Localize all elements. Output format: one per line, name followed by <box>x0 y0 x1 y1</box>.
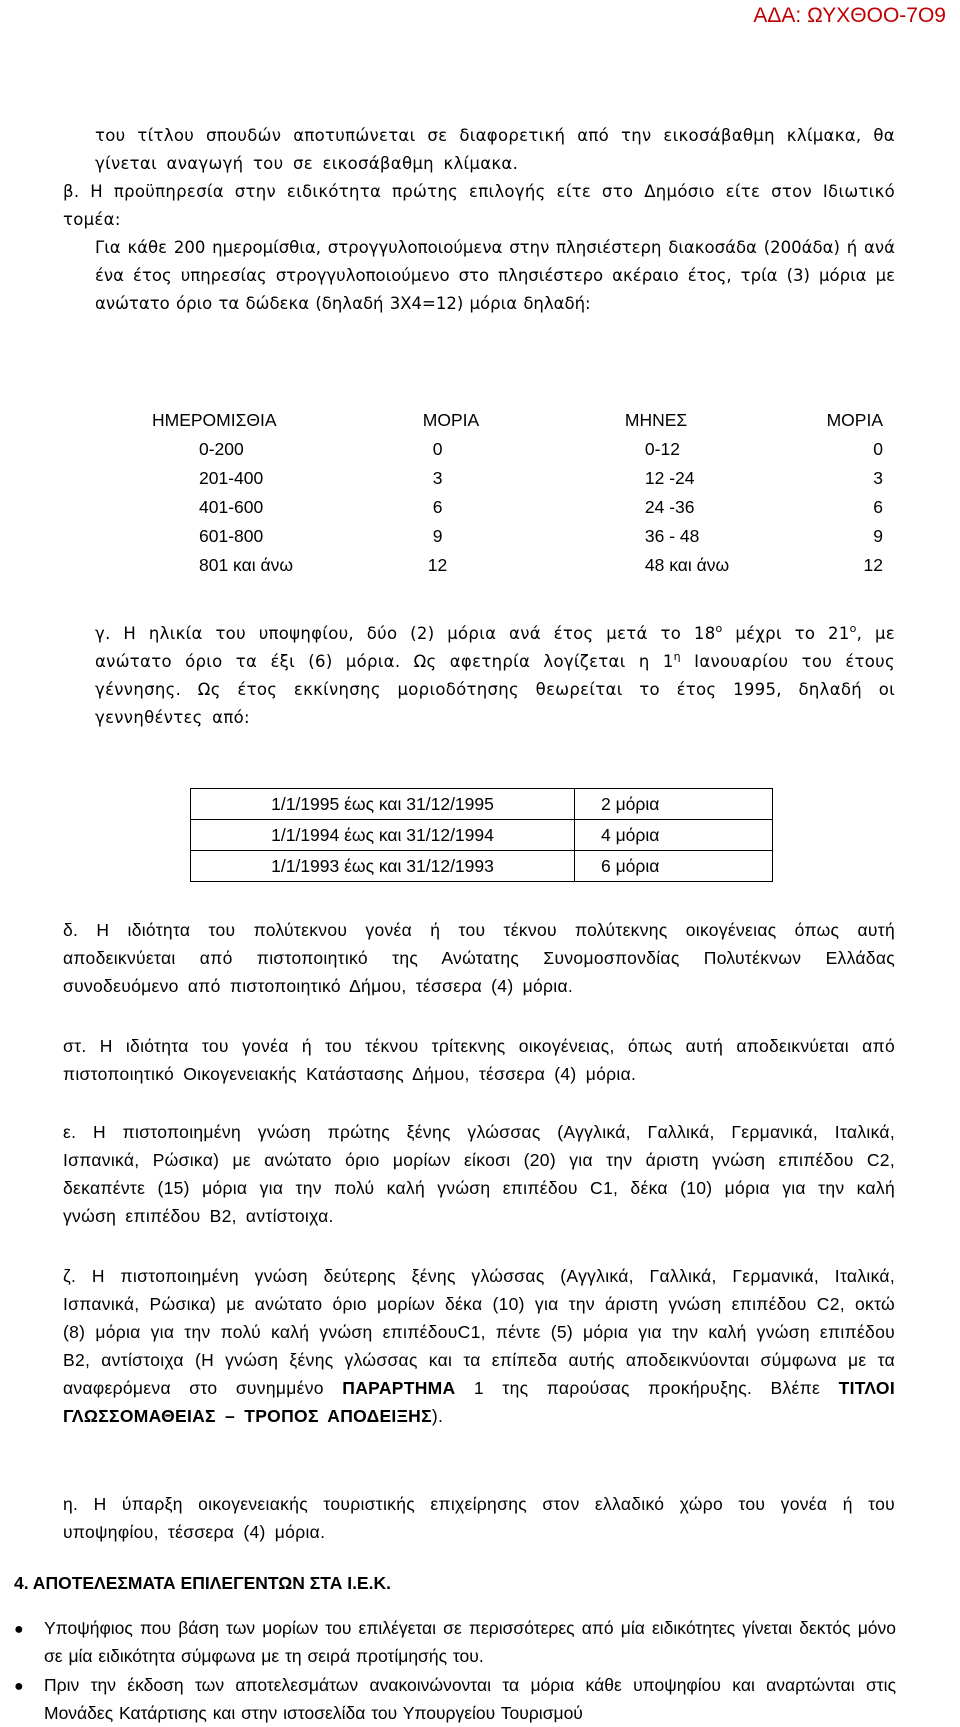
table-row <box>191 820 773 851</box>
table-cell: 201-400 <box>199 468 264 488</box>
table-cell: 2 μόρια <box>575 789 773 820</box>
table-cell: 24 -36 <box>644 497 695 517</box>
paragraph-beta-detail: Για κάθε 200 ημερομίσθια, στρογγυλοποιούμενα στην πλησιέστερη διακοσάδα (200άδα) ή ανά ένα έτος υπηρεσίας στρογγυλοποιούμενο στο πλησιέστερο ακέραιο έτος, τρία (3) μόρια με ανώτατο όριο τα δώδεκα (δηλαδή 3Χ4=12) μόρια δηλαδή: <box>95 238 895 313</box>
paragraph-gamma: γ. Η ηλικία του υποψηφίου, δύο (2) μόρια ανά έτος μετά το $18^o$ μέχρι το $21^o$, με ανώτατο όριο τα έξι (6) μόρια. Ως αφετηρία λογίζεται η $1^\eta$ Ιανουαρίου του έτους γέννησης. Ως έτος εκκίνησης μοριοδότησης θεωρείται το έτος 1995, δηλαδή οι γεννηθέντες από: <box>95 622 896 727</box>
table-cell: 3 <box>873 468 883 488</box>
table-cell: 12 <box>427 555 448 575</box>
intro-paragraph: του τίτλου σπουδών αποτυπώνεται σε διαφορετική από την εικοσάβαθμη κλίμακα, θα γίνεται αναγωγή του σε εικοσάβαθμη κλίμακα. <box>95 126 895 173</box>
bullet-icon: ● <box>14 1678 24 1695</box>
table-cell: 1/1/1994 έως και 31/12/1994 <box>191 820 575 851</box>
table-row <box>152 551 897 580</box>
paragraph-eta: η. Η ύπαρξη οικογενειακής τουριστικής επιχείρησης στον ελλαδικό χώρο του γονέα ή του υποψηφίου, τέσσερα (4) μόρια. <box>63 1494 895 1542</box>
table-cell: 4 μόρια <box>575 820 773 851</box>
table-header-row <box>152 406 897 435</box>
table-cell: 1/1/1995 έως και 31/12/1995 <box>191 789 575 820</box>
paragraph-st: στ. Η ιδιότητα του γονέα ή του τέκνου τρίτεκνης οικογένειας, όπως αυτή αποδεικνύεται από πιστοποιητικό Οικογενειακής Κατάστασης Δήμου, τέσσερα (4) μόρια. <box>63 1036 895 1084</box>
table-cell: 0 <box>873 439 883 459</box>
table-row <box>191 851 773 882</box>
table-row <box>152 493 897 522</box>
paragraph-z: ζ. Η πιστοποιημένη γνώση δεύτερης ξένης γλώσσας (Αγγλικά, Γαλλικά, Γερμανικά, Ιταλικά, Ισπανικά, Ρώσικα) με ανώτατο όριο μορίων δέκα (10) για την άριστη γνώση επιπέδου C2, οκτώ (8) μόρια για την πολύ καλή γνώση επιπέδουC1, πέντε (5) μόρια για την καλή γνώση επιπέδου Β2, αντίστοιχα (Η γνώση ξένης γλώσσας και τα επίπεδα αυτής αποδεικνύονται σύμφωνα με τα αναφερόμενα στο συνημμένο ΠΑΡΑΡΤΗΜΑ 1 της παρούσας προκήρυξης. Βλέπε ΤΙΤΛΟΙ ΓΛΩΣΣΟΜΑΘΕΙΑΣ – ΤΡΟΠΟΣ ΑΠΟΔΕΙΞΗΣ). <box>63 1266 895 1426</box>
bold-annex: ΠΑΡΑΡΤΗΜΑ <box>342 1378 456 1398</box>
table-header-cell: ΗΜΕΡΟΜΙΣΘΙΑ <box>152 410 277 430</box>
table-cell: 0-200 <box>199 439 244 459</box>
table-cell: 48 και άνω <box>644 555 730 575</box>
table-cell: 36 - 48 <box>644 526 700 546</box>
table-cell: 12 -24 <box>644 468 695 488</box>
work-experience-table <box>152 406 897 580</box>
paragraph-e: ε. Η πιστοποιημένη γνώση πρώτης ξένης γλώσσας (Αγγλικά, Γαλλικά, Γερμανικά, Ιταλικά, Ισπανικά, Ρώσικα) με ανώτατο όριο μορίων είκοσι (20) για την άριστη γνώση επιπέδου C2, δεκαπέντε (15) μόρια για την πολύ καλή γνώση επιπέδου C1, δέκα (10) μόρια για την καλή γνώση επιπέδου Β2, αντίστοιχα. <box>63 1122 895 1226</box>
table-cell: 0-12 <box>644 439 680 459</box>
table-cell: 601-800 <box>199 526 264 546</box>
paragraph-beta: β. Η προϋπηρεσία στην ειδικότητα πρώτης επιλογής είτε στο Δημόσιο είτε στον Ιδιωτικό τομέα: <box>63 182 895 229</box>
table-cell: 0 <box>432 439 443 459</box>
table-row <box>152 464 897 493</box>
table-cell: 3 <box>432 468 443 488</box>
table-row <box>191 789 773 820</box>
table-row <box>152 522 897 551</box>
table-cell: 9 <box>873 526 883 546</box>
ada-code: ΑΔΑ: ΩΥΧΘΟΟ-7Ο9 <box>753 4 946 27</box>
table-cell: 401-600 <box>199 497 264 517</box>
list-item: Υποψήφιος που βάση των μορίων του επιλέγεται σε περισσότερες από μία ειδικότητες γίνεται δεκτός μόνο σε μία ειδικότητα σύμφωνα με τη σειρά προτίμησής του. <box>44 1618 896 1666</box>
table-row <box>152 435 897 464</box>
table-header-cell: ΜΟΡΙΑ <box>826 410 883 430</box>
table-cell: 12 <box>863 555 883 575</box>
table-cell: 6 μόρια <box>575 851 773 882</box>
section-4-title: 4. ΑΠΟΤΕΛΕΣΜΑΤΑ ΕΠΙΛΕΓΕΝΤΩΝ ΣΤΑ Ι.Ε.Κ. <box>14 1573 391 1593</box>
age-points-table <box>190 788 773 882</box>
table-cell: 9 <box>432 526 443 546</box>
table-header-cell: ΜΗΝΕΣ <box>624 410 688 430</box>
bullet-icon: ● <box>14 1621 24 1638</box>
list-item: Πριν την έκδοση των αποτελεσμάτων ανακοινώνονται τα μόρια κάθε υποψηφίου και αναρτώνται στις Μονάδες Κατάρτισης και στην ιστοσελίδα του Υπουργείου Τουρισμού <box>44 1675 896 1723</box>
table-cell: 6 <box>432 497 443 517</box>
table-header-cell: ΜΟΡΙΑ <box>422 410 480 430</box>
table-cell: 6 <box>873 497 883 517</box>
paragraph-delta: δ. Η ιδιότητα του πολύτεκνου γονέα ή του τέκνου πολύτεκνης οικογένειας όπως αυτή αποδεικνύεται από πιστοποιητικό της Ανώτατης Συνομοσπονδίας Πολυτέκνων Ελλάδας συνοδευόμενο από πιστοποιητικό Δήμου, τέσσερα (4) μόρια. <box>63 920 895 996</box>
bold-language-titles: ΤΙΤΛΟΙ ΓΛΩΣΣΟΜΑΘΕΙΑΣ – ΤΡΟΠΟΣ ΑΠΟΔΕΙΞΗΣ <box>63 1378 895 1426</box>
table-cell: 1/1/1993 έως και 31/12/1993 <box>191 851 575 882</box>
table-cell: 801 και άνω <box>199 555 293 575</box>
